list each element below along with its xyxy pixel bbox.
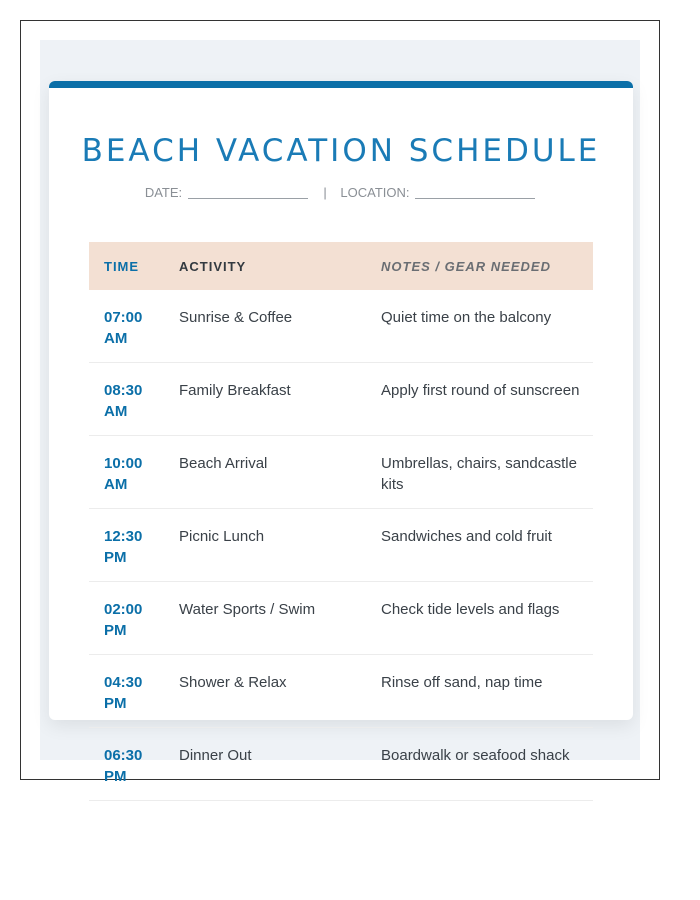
date-label: DATE: — [144, 185, 183, 200]
schedule-table — [89, 242, 593, 801]
row-notes: Check tide levels and flags — [381, 601, 560, 618]
table-row — [89, 436, 593, 509]
row-activity: Dinner Out — [179, 747, 252, 764]
row-notes: Sandwiches and cold fruit — [381, 528, 552, 545]
row-notes: Apply first round of sunscreen — [381, 382, 580, 399]
row-activity: Sunrise & Coffee — [179, 309, 293, 326]
row-time: 07:00 AM — [104, 309, 143, 347]
table-row — [89, 728, 593, 801]
header-time: TIME — [104, 258, 140, 274]
row-activity: Shower & Relax — [179, 674, 287, 691]
table-row — [89, 509, 593, 582]
table-row — [89, 655, 593, 728]
page-title: BEACH VACATION SCHEDULE — [81, 133, 601, 169]
row-activity: Picnic Lunch — [179, 528, 265, 545]
location-label: LOCATION: — [340, 185, 410, 200]
location-blank-line — [415, 198, 535, 199]
row-time: 04:30 PM — [104, 674, 143, 712]
row-activity: Water Sports / Swim — [179, 601, 316, 618]
row-notes: Boardwalk or seafood shack — [381, 747, 570, 764]
table-row — [89, 363, 593, 436]
row-activity: Beach Arrival — [179, 455, 268, 472]
row-time: 10:00 AM — [104, 455, 143, 493]
table-header — [89, 242, 593, 290]
table-row — [89, 582, 593, 655]
date-blank-line — [188, 198, 308, 199]
header-notes: NOTES / GEAR NEEDED — [381, 258, 551, 274]
row-notes: Quiet time on the balcony — [381, 309, 552, 326]
header-activity: ACTIVITY — [179, 258, 247, 274]
row-activity: Family Breakfast — [179, 382, 291, 399]
row-time: 12:30 PM — [104, 528, 143, 566]
row-time: 02:00 PM — [104, 601, 143, 639]
row-notes: Rinse off sand, nap time — [381, 674, 543, 691]
card-accent-bar — [49, 81, 633, 88]
table-row — [89, 290, 593, 363]
row-notes: Umbrellas, chairs, sandcastle kits — [381, 455, 577, 493]
row-time: 08:30 AM — [104, 382, 143, 420]
separator: | — [323, 185, 327, 200]
date-location-line — [49, 185, 633, 200]
row-time: 06:30 PM — [104, 747, 143, 785]
